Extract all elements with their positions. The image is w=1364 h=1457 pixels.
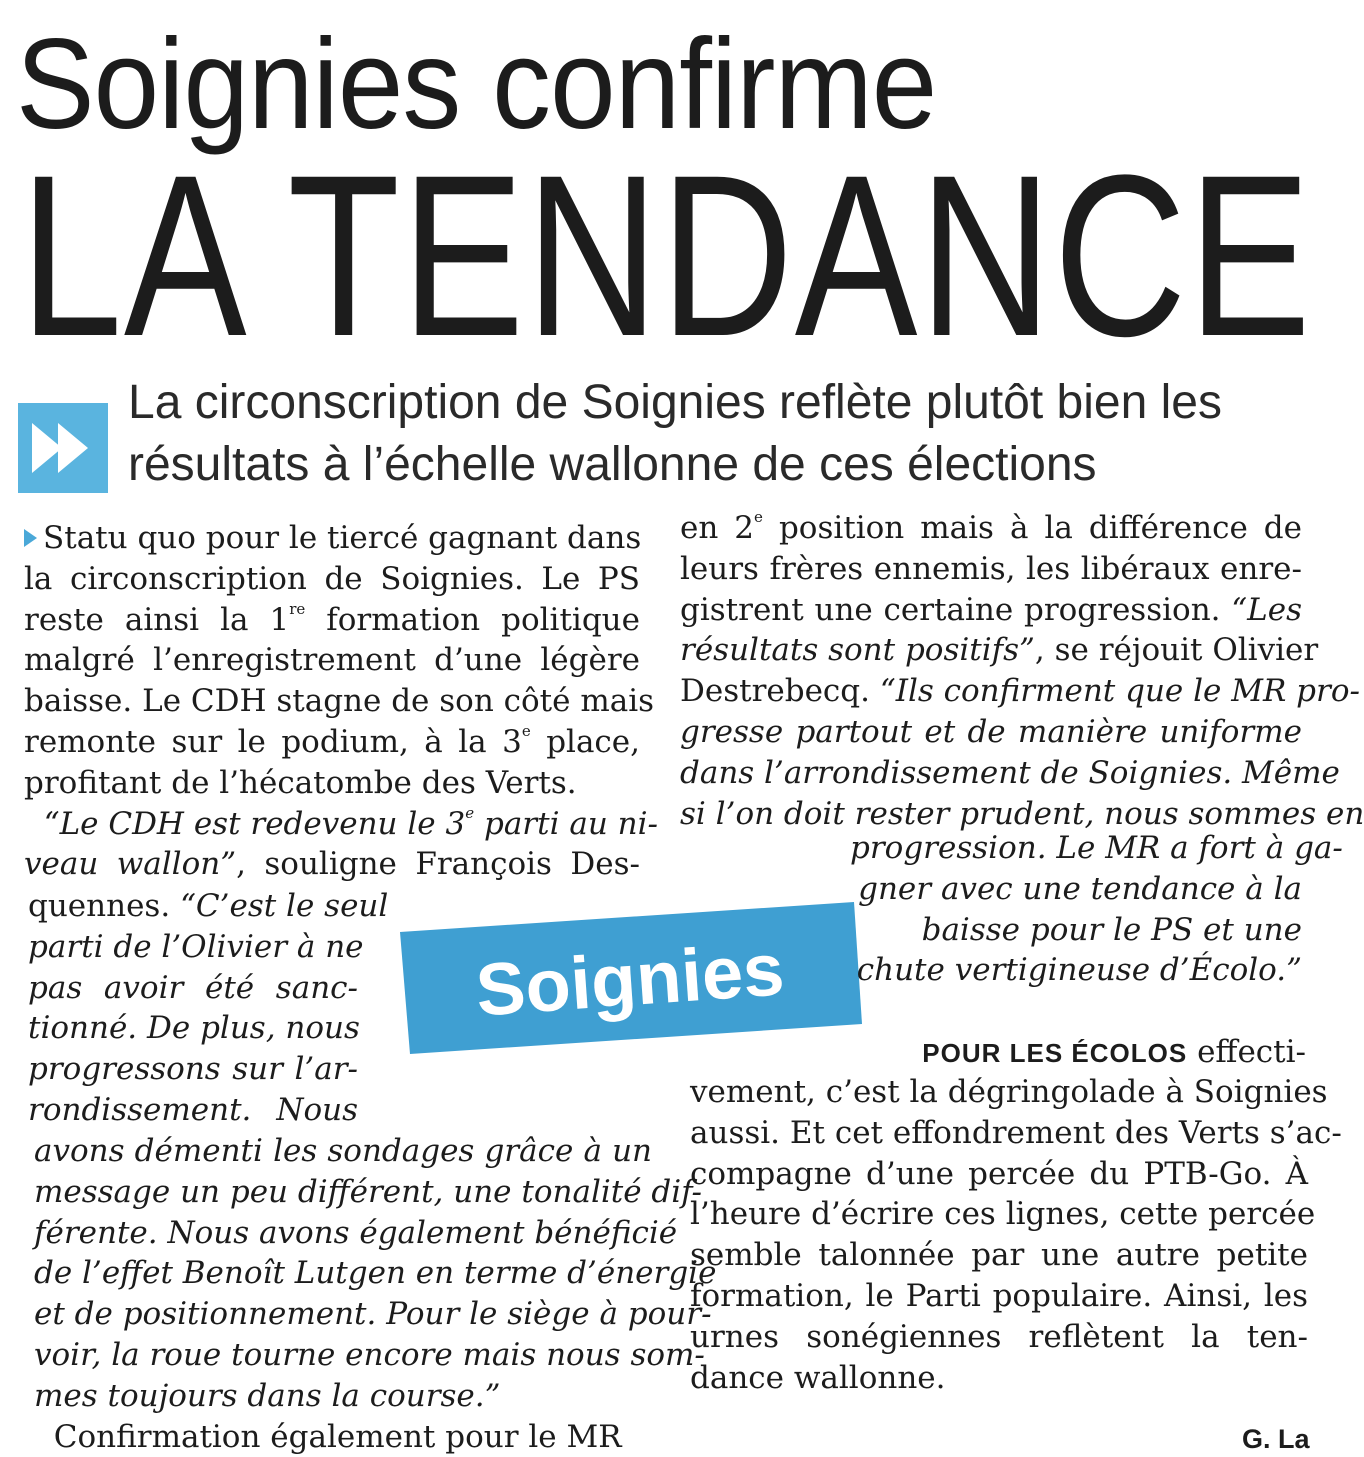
body-line: veau wallon”, souligne François Des- [24,846,640,883]
body-line: quennes. “C’est le seul [28,888,389,924]
body-line: semble talonnée par une autre petite [690,1237,1308,1274]
body-line: POUR LES ÉCOLOS effecti- [922,1034,1306,1070]
body-line: progression. Le MR a fort à ga- [850,830,1343,866]
right-column-wrap [850,828,1343,991]
body-line: de l’effet Benoît Lutgen en terme d’énergie [34,1255,717,1292]
body-line: baisse pour le PS et une [921,911,1302,948]
body-line: gistrent une certaine progression. “Les [680,591,1302,628]
body-line: pas avoir été sanc- [28,969,358,1006]
body-line: malgré l’enregistrement d’une légère [24,642,640,679]
headline-line-2: LA TENDANCE [20,127,1313,384]
body-line: vement, c’est la dégringolade à Soignies [690,1074,1328,1110]
body-line: si l’on doit rester prudent, nous sommes en [680,795,1364,832]
body-line: reste ainsi la 1re formation politique [24,599,640,638]
body-line: gner avec une tendance à la [858,870,1302,907]
lead-in-caps: POUR LES ÉCOLOS [922,1038,1188,1068]
body-line: en 2e position mais à la différence de [680,508,1302,546]
body-line: Confirmation également pour le MR [53,1418,622,1455]
left-column-wrap [28,886,389,1131]
right-column-lead-in [898,1032,1306,1074]
byline: G. La [1242,1424,1310,1454]
body-line: compagne d’une percée du PTB-Go. À [690,1155,1308,1192]
body-line: tionné. De plus, nous [28,1010,360,1047]
left-column-intro [24,518,658,885]
left-column-quote [34,1131,717,1457]
body-line: Statu quo pour le tiercé gagnant dans [24,518,640,559]
body-line: dans l’arrondissement de Soignies. Même [680,754,1340,791]
body-line: message un peu différent, une tonalité dif- [34,1173,703,1210]
deck-line-1: La circonscription de Soignies reflète plutôt bien les [128,376,1222,429]
deck-line-2: résultats à l’échelle wallonne de ces élections [128,438,1097,491]
body-line: urnes sonégiennes reflètent la ten- [690,1318,1308,1355]
body-line: férente. Nous avons également bénéficié [34,1214,678,1251]
body-line: avons démenti les sondages grâce à un [34,1133,652,1169]
body-line: mes toujours dans la course.” [34,1377,501,1414]
body-line: aussi. Et cet effondrement des Verts s’ac- [690,1114,1342,1151]
body-line: Destrebecq. “Ils confirment que le MR pro- [680,673,1360,710]
section-label: Soignies [473,927,787,1032]
body-line: l’heure d’écrire ces lignes, cette percée [690,1196,1316,1233]
body-line: et de positionnement. Pour le siège à pour- [34,1296,712,1333]
body-line: la circonscription de Soignies. Le PS [24,560,640,597]
body-line: voir, la roue tourne encore mais nous som- [34,1336,705,1373]
body-line: remonte sur le podium, à la 3e place, [24,721,640,760]
body-line: “Le CDH est redevenu le 3e parti au ni- [43,803,658,842]
bullet-arrow-icon [24,529,37,547]
body-line: leurs frères ennemis, les libéraux enre- [680,550,1302,587]
deck-subtitle [128,372,1288,496]
body-line: rondissement. Nous [28,1091,358,1128]
double-chevron-icon [18,403,108,493]
headline-line-1: Soignies confirme [16,13,937,156]
right-column-bottom [690,1072,1342,1398]
body-line: progressons sur l’ar- [28,1051,358,1088]
body-line: dance wallonne. [690,1359,946,1396]
body-line: résultats sont positifs”, se réjouit Olivier [680,632,1319,669]
body-line: baisse. Le CDH stagne de son côté mais [24,683,655,720]
body-line: parti de l’Olivier à ne [28,928,364,965]
right-column-top [680,508,1364,834]
body-line: chute vertigineuse d’Écolo.” [856,952,1302,989]
body-line: profitant de l’hécatombe des Verts. [24,764,577,801]
body-line: formation, le Parti populaire. Ainsi, les [690,1277,1308,1314]
body-line: gresse partout et de manière uniforme [680,713,1302,750]
